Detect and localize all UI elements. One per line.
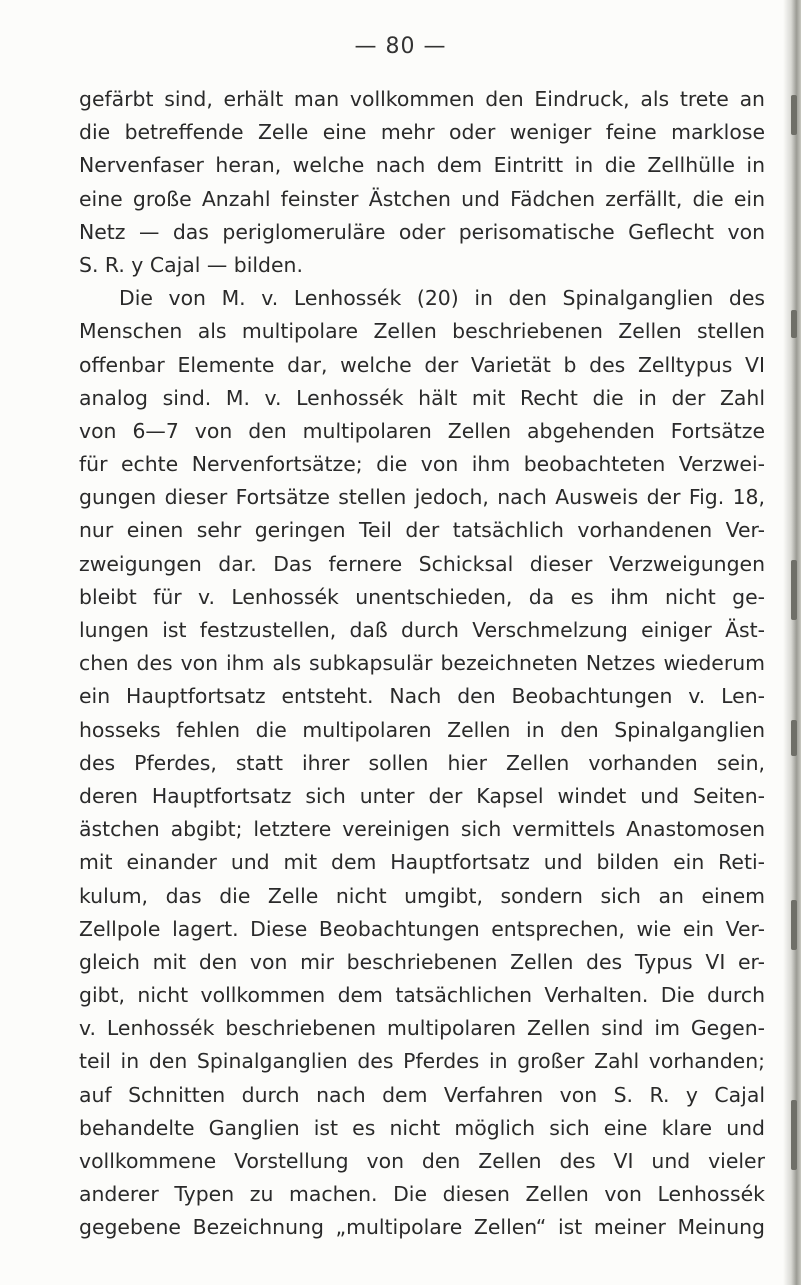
- text-line: gibt, nicht vollkommen dem tatsächlichen Verhalten. Die durch: [79, 983, 765, 1008]
- text-line: behandelte Ganglien ist es nicht möglich sich eine klare und: [79, 1115, 765, 1140]
- text-line: ein Hauptfortsatz entsteht. Nach den Beobachtungen v. Len-: [79, 684, 765, 709]
- text-line: nur einen sehr geringen Teil der tatsächlich vorhandenen Ver-: [79, 518, 765, 543]
- text-line: teil in den Spinalganglien des Pferdes in großer Zahl vorhanden;: [79, 1049, 765, 1074]
- edge-mark: [791, 720, 797, 756]
- text-line: hosseks fehlen die multipolaren Zellen in den Spinalganglien: [79, 717, 765, 742]
- edge-mark: [791, 1100, 797, 1170]
- text-line: die betreffende Zelle eine mehr oder weniger feine marklose: [79, 120, 765, 145]
- text-line: deren Hauptfortsatz sich unter der Kapsel windet und Seiten-: [79, 783, 765, 808]
- text-line: eine große Anzahl feinster Ästchen und Fädchen zerfällt, die ein: [79, 186, 765, 211]
- paragraph-1: [79, 83, 765, 282]
- text-line: kulum, das die Zelle nicht umgibt, sondern sich an einem: [79, 883, 765, 908]
- text-line: gleich mit den von mir beschriebenen Zellen des Typus VI er-: [79, 949, 765, 974]
- text-line: vollkommene Vorstellung von den Zellen des VI und vieler: [79, 1149, 765, 1173]
- paragraph-2: [79, 282, 765, 1244]
- text-line: Zellpole lagert. Diese Beobachtungen entsprechen, wie ein Ver-: [79, 916, 765, 941]
- edge-mark: [791, 95, 797, 135]
- text-line: gefärbt sind, erhält man vollkommen den Eindruck, als trete an: [79, 87, 765, 111]
- text-line: chen des von ihm als subkapsulär bezeichneten Netzes wiederum: [79, 651, 765, 676]
- text-line: analog sind. M. v. Lenhossék hält mit Recht die in der Zahl: [79, 385, 765, 410]
- text-line: ästchen abgibt; letztere vereinigen sich vermittels Anastomosen: [79, 817, 765, 842]
- text-line: v. Lenhossék beschriebenen multipolaren Zellen sind im Gegen-: [79, 1016, 765, 1041]
- text-line: gungen dieser Fortsätze stellen jedoch, nach Ausweis der Fig. 18,: [79, 485, 765, 510]
- edge-mark: [791, 900, 797, 950]
- text-line: von 6—7 von den multipolaren Zellen abgehenden Fortsätze: [79, 418, 765, 443]
- text-line: des Pferdes, statt ihrer sollen hier Zellen vorhanden sein,: [79, 750, 765, 775]
- text-line: für echte Nervenfortsätze; die von ihm beobachteten Verzwei-: [79, 452, 765, 477]
- text-line: zweigungen dar. Das fernere Schicksal dieser Verzweigungen: [79, 551, 765, 576]
- text-line: bleibt für v. Lenhossék unentschieden, da es ihm nicht ge-: [79, 584, 765, 609]
- text-line: gegebene Bezeichnung „multipolare Zellen“ ist meiner Meinung: [79, 1215, 765, 1240]
- text-line: mit einander und mit dem Hauptfortsatz und bilden ein Reti-: [79, 850, 765, 875]
- text-line: Die von M. v. Lenhossék (20) in den Spinalganglien des: [119, 286, 765, 311]
- text-line: offenbar Elemente dar, welche der Varietät b des Zelltypus VI: [79, 352, 765, 377]
- text-line: S. R. y Cajal — bilden.: [79, 252, 303, 277]
- text-line: Netz — das periglomeruläre oder perisomatische Geflecht von: [79, 219, 765, 244]
- edge-mark: [791, 310, 797, 338]
- text-line: anderer Typen zu machen. Die diesen Zellen von Lenhossék: [79, 1182, 765, 1207]
- text-line: lungen ist festzustellen, daß durch Verschmelzung einiger Äst-: [79, 618, 765, 642]
- edge-mark: [791, 560, 797, 620]
- page-edge-shadow: [783, 0, 801, 1285]
- text-line: Nervenfaser heran, welche nach dem Eintritt in die Zellhülle in: [79, 153, 765, 178]
- text-line: Menschen als multipolare Zellen beschriebenen Zellen stellen: [79, 319, 765, 344]
- text-line: auf Schnitten durch nach dem Verfahren von S. R. y Cajal: [79, 1082, 765, 1107]
- body-text: [79, 83, 765, 1245]
- page-number: — 80 —: [354, 34, 447, 59]
